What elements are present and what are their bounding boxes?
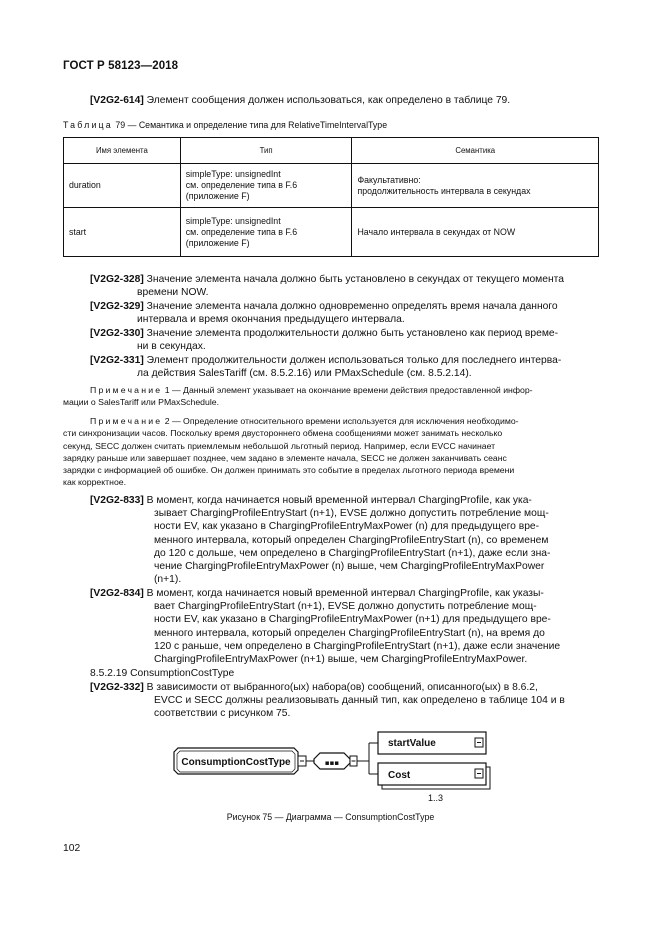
figure-caption: Рисунок 75 — Диаграмма — ConsumptionCostType xyxy=(226,812,435,822)
cell-type xyxy=(180,164,352,208)
cell-semantics: Начало интервала в секундах от NOW xyxy=(352,208,599,257)
requirement-text: ности EV, как указано в ChargingProfileEntryMaxPower (n) для предыдущего вре- xyxy=(154,521,540,533)
requirement-id: [V2G2-834] xyxy=(90,588,144,599)
type-line: см. определение типа в F.6 xyxy=(185,226,298,237)
requirement-id: [V2G2-614] xyxy=(90,95,144,106)
requirement-text: ни в секундах. xyxy=(137,341,206,353)
requirement-text: Значение элемента продолжительности должно быть установлено как период време- xyxy=(143,328,559,339)
section-heading: 8.5.2.19 ConsumptionCostType xyxy=(90,668,235,679)
requirement-text: 120 с раньше, чем определено в ChargingProfileEntryStart (n+1), даже если значение xyxy=(154,640,561,652)
header-semantics: Семантика xyxy=(352,138,599,164)
requirement-text: до 120 с дольше, чем определено в ChargingProfileEntryStart (n+1), даже если зна- xyxy=(154,547,551,559)
requirement-text: ла действия SalesTariff (см. 8.5.2.16) или PMaxSchedule (см. 8.5.2.14). xyxy=(137,368,472,380)
requirement-text: (n+1). xyxy=(154,574,182,586)
sequence-compositor xyxy=(314,753,357,769)
requirement-id: [V2G2-332] xyxy=(90,682,144,693)
note-text: сти синхронизации часов. Поскольку время двустороннего обмена сообщениями может занимать несколько xyxy=(63,428,503,439)
requirement-text: зывает ChargingProfileEntryStart (n+1), EVSE должно допустить потребление мощ- xyxy=(154,508,549,520)
table-caption-text: 79 — Семантика и определение типа для RelativeTimeIntervalType xyxy=(112,120,388,130)
requirement-id: [V2G2-328] xyxy=(90,274,144,285)
requirement-834 xyxy=(90,587,599,666)
note-text: мации о SalesTariff или PMaxSchedule. xyxy=(63,397,219,408)
requirement-text: интервала и время окончания предыдущего интервала. xyxy=(137,314,405,326)
cost-label: Cost xyxy=(388,770,411,781)
root-element-box xyxy=(174,748,298,774)
cell-type xyxy=(180,208,352,257)
requirement-text: ности EV, как указано в ChargingProfileEntryMaxPower (n+1) для предыдущего вре- xyxy=(154,614,551,626)
semantics-table xyxy=(63,137,599,257)
requirement-text: соответствии с рисунком 75. xyxy=(154,708,291,720)
requirement-text: EVCC и SECC должны реализовывать данный тип, как определено в таблице 104 и в xyxy=(154,695,565,707)
intro-paragraph xyxy=(90,94,599,107)
requirement-329 xyxy=(90,300,599,326)
note-2 xyxy=(63,415,599,489)
requirement-id: [V2G2-331] xyxy=(90,355,144,366)
cell-name: duration xyxy=(64,164,181,208)
requirement-id: [V2G2-330] xyxy=(90,328,144,339)
requirement-text: чение ChargingProfileEntryMaxPower (n) выше, чем ChargingProfileEntryMaxPower xyxy=(154,561,545,573)
type-line: simpleType: unsignedInt xyxy=(185,169,281,179)
note-text: 2 — Определение относительного времени используется для исключения необходимо- xyxy=(162,416,519,426)
requirement-id: [V2G2-329] xyxy=(90,301,144,312)
requirement-text: Значение элемента начала должно одновременно определять время начала данного xyxy=(143,301,558,312)
requirement-text: ChargingProfileEntryMaxPower (n+1) выше, чем ChargingProfileEntryMaxPower. xyxy=(154,654,528,666)
semantics-line: продолжительность интервала в секундах xyxy=(357,185,531,196)
child-element-cost xyxy=(378,763,490,789)
requirement-text: вает ChargingProfileEntryStart (n+1), EVSE должно допустить потребление мощ- xyxy=(154,601,537,613)
requirement-text: В момент, когда начинается новый временной интервал ChargingProfile, как ука- xyxy=(143,495,532,506)
table-row xyxy=(64,208,599,257)
semantics-line: Факультативно: xyxy=(357,174,421,185)
header-element-name: Имя элемента xyxy=(64,138,181,164)
table-row xyxy=(64,164,599,208)
requirement-331 xyxy=(90,354,599,380)
requirement-text: В зависимости от выбранного(ых) набора(ов) сообщений, описанного(ых) в 8.6.2, xyxy=(143,682,538,693)
note-text: зарядку раньше или завершает позднее, чем задано в элементе начала, SECC не должен заканчивать сеанс xyxy=(63,452,507,463)
multiplicity-label: 1..3 xyxy=(428,793,444,803)
note-1 xyxy=(63,384,599,409)
requirement-text: времени NOW. xyxy=(137,287,209,299)
requirement-id: [V2G2-833] xyxy=(90,495,144,506)
startvalue-label: startValue xyxy=(388,738,436,749)
note-text: 1 — Данный элемент указывает на окончание времени действия предоставленной инфор- xyxy=(162,385,533,395)
note-text: секунд, SECC должен считать приемлемым небольшой льготный период. Например, если EVCC начинает xyxy=(63,440,496,451)
document-header: ГОСТ Р 58123—2018 xyxy=(63,60,179,72)
cell-semantics xyxy=(352,164,599,208)
requirement-332 xyxy=(90,681,599,721)
requirement-text: Значение элемента начала должно быть установлено в секундах от текущего момента xyxy=(143,274,564,285)
cell-name: start xyxy=(64,208,181,257)
type-line: см. определение типа в F.6 xyxy=(185,180,298,190)
note-prefix: Примечание xyxy=(90,385,163,395)
table-caption-prefix: Таблица xyxy=(63,120,113,130)
requirement-text: менного интервала, который определен ChargingProfileEntryStart (n), со временем xyxy=(154,534,549,546)
note-prefix: Примечание xyxy=(90,416,163,426)
note-text: зарядки с информацией об ошибке. Он должен принимать это событие в пределах льготного периода времени xyxy=(63,465,515,476)
header-type: Тип xyxy=(180,138,352,164)
table-header-row xyxy=(64,138,599,164)
type-line: simpleType: unsignedInt xyxy=(185,215,281,226)
requirement-text: менного интервала, который определен ChargingProfileEntryStart (n), на время до xyxy=(154,627,545,639)
table-caption xyxy=(63,120,387,130)
page-number: 102 xyxy=(63,843,81,854)
requirement-text: Элемент сообщения должен использоваться, как определено в таблице 79. xyxy=(143,95,511,106)
root-collapse-icon xyxy=(298,756,306,766)
note-text: как корректное. xyxy=(63,477,127,488)
root-element-label: ConsumptionCostType xyxy=(181,757,291,768)
type-line: (приложение F) xyxy=(185,191,250,201)
requirement-text: В момент, когда начинается новый временной интервал ChargingProfile, как указы- xyxy=(143,588,544,599)
consumption-cost-type-diagram xyxy=(168,726,498,811)
requirement-330 xyxy=(90,327,599,353)
child-element-startvalue xyxy=(378,732,486,754)
requirement-833 xyxy=(90,494,599,586)
sequence-icon: ▪▪▪ xyxy=(324,759,340,767)
requirement-328 xyxy=(90,273,599,299)
type-line: (приложение F) xyxy=(185,237,250,248)
requirement-text: Элемент продолжительности должен использоваться только для последнего интерва- xyxy=(143,355,562,366)
